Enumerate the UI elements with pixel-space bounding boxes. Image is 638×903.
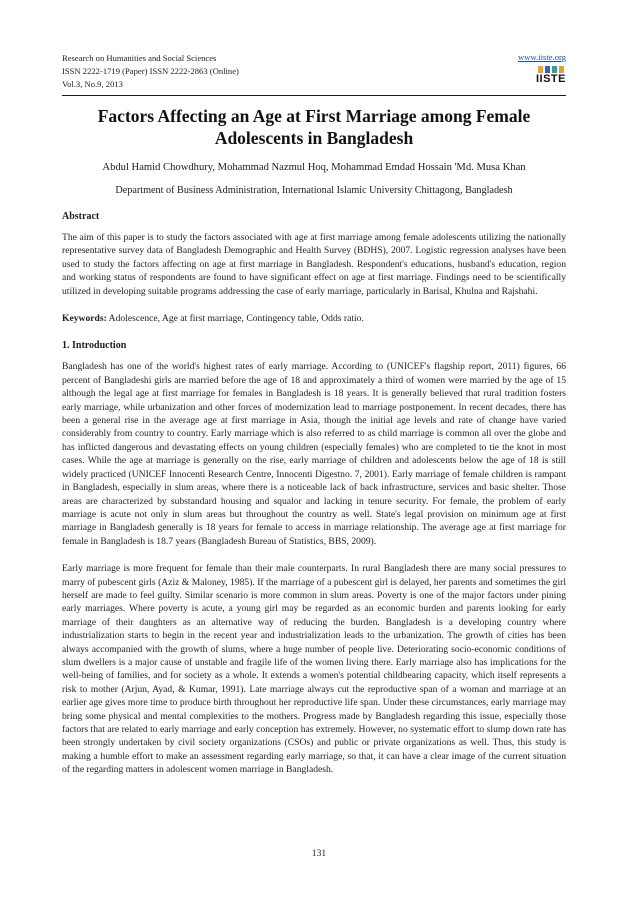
keywords-line: [62, 312, 566, 325]
article-authors: Abdul Hamid Chowdhury, Mohammad Nazmul Hoq, Mohammad Emdad Hossain 'Md. Musa Khan: [102, 162, 526, 173]
page-number: 131: [311, 848, 327, 859]
abstract-body: The aim of this paper is to study the factors associated with age at first marriage among female adolescents utilizing the nationally representative survey data of Bangladesh Demographic and Health Survey (BDHS), 2007. Logistic regression analyses have been used to study the factors affecting on age at first marriage in Bangladesh. Respondent's educations, husband's education, region and working status of respondents are found to have significant effect on age at first marriage. Findings need to be scientifically utilized in developing suitable programs addressing the case of early marriage, particularly in Barisal, Khulna and Rajshahi.: [62, 232, 566, 297]
journal-header: [62, 52, 566, 96]
abstract-heading: Abstract: [62, 211, 100, 222]
introduction-paragraph-1: Bangladesh has one of the world's highest rates of early marriage. According to (UNICEF's flagship report, 2011) figures, 66 percent of Bangladeshi girls are married before the age of 18 and approximately a third of women were married by the age of 15 although the legal age at first marriage for females in Bangladesh is 18 years. It is generally believed that rural tradition fosters early marriage, while urbanization and other forces of modernization lead to marriage postponement. In recent decades, there has been a general rise in the average age at first marriage in Asia, though the initial age levels and rate of change have varied considerably from country to country. Early marriage which is also referred to as child marriage is common all over the globe and has inflicted dangerous and devastating effects on young children (especially females) who are completed to tie the knot in most cases. While the age at marriage is generally on the rise, early marriage of children and adolescents below the age of 18 is still widely practiced (UNICEF Innocenti Research Centre, Innocenti Digestno. 7, 2001). Early marriage of female children is rampant in Bangladesh, especially in slum areas, where there is a noticeable lack of back infrastructure, services and basic shelter. Those areas are characterized by substandard housing and squalor and lacking in tenure security. For female, the problem of early marriage is acute not only in slum areas but throughout the country as well. State's legal provision on minimum age at first marriage in Bangladesh generally is 18 years for female to access in marriage relationship. The average age at first marriage for female in Bangladesh is 18.7 years (Bangladesh Bureau of Statistics, BBS, 2009).: [62, 361, 566, 547]
keywords-list: Adolescence, Age at first marriage, Contingency table, Odds ratio.: [106, 313, 364, 325]
iiste-logo: [536, 66, 566, 85]
journal-info: [62, 52, 239, 91]
journal-volume: Vol.3, No.9, 2013: [62, 79, 123, 89]
journal-name: Research on Humanities and Social Sciences: [62, 53, 217, 63]
journal-website-link[interactable]: www.iiste.org: [518, 52, 566, 62]
introduction-heading: 1. Introduction: [62, 340, 127, 352]
keywords-label: Keywords:: [62, 313, 107, 325]
journal-issn: ISSN 2222-1719 (Paper) ISSN 2222-2863 (Online): [62, 66, 239, 76]
journal-header-right: [518, 52, 566, 85]
article-title: Factors Affecting an Age at First Marriage among Female Adolescents in Bangladesh: [97, 106, 531, 148]
iiste-logo-text: IISTE: [535, 73, 566, 85]
article-affiliation: Department of Business Administration, International Islamic University Chittagong, Bangladesh: [115, 185, 513, 196]
iiste-logo-bars-icon: [538, 66, 564, 73]
introduction-paragraph-2: Early marriage is more frequent for female than their male counterparts. In rural Bangladesh there are many social pressures to marry of pubescent girls (Aziz & Maloney, 1985). If the marriage of a pubescent girl is delayed, her parents and sometimes the girl herself are made to feel guilty. Similar scenario is more common in slum areas. Poverty is one of the major factors under pining early marriages. Where poverty is acute, a young girl may be regarded as an economic burden and parents looking for early marriage of their daughters as an alternative way of reducing the burden. Bangladesh is a developing country where industrialization starts to begin in the recent year and industrialization leads to the urbanization. The growth of cities has been always accompanied with the growth of slums, where a huge number of people live. Deteriorating socio-economic conditions of slum dwellers is a major cause of unstable and fragile life of the women living there. Early marriage also has implications for the well-being of families, and for society as a whole. It extends a women's potential childbearing capacity, which itself represents a risk to mother (Arjun, Ayad, & Kumar, 1991). Late marriage always cut the reproductive span of a woman and marriage at an earlier age gives more time to produce birth throughout her reproductive life span. Under these circumstances, early marriage may bring some physical and mental complexities to the mothers. Progress made by Bangladesh regarding this issue, especially those factors that are related to early marriage and early conception has extremely. However, no systematic effort to slump down rate has been strongly undertaken by civil society organizations (CSOs) and public or private organizations as well. Thus, this study is making a humble effort to make an assessment regarding early marriage, so that, it can have a clear image of the current situation of the regarding matters in adolescent women marriage in Bangladesh.: [62, 563, 566, 776]
